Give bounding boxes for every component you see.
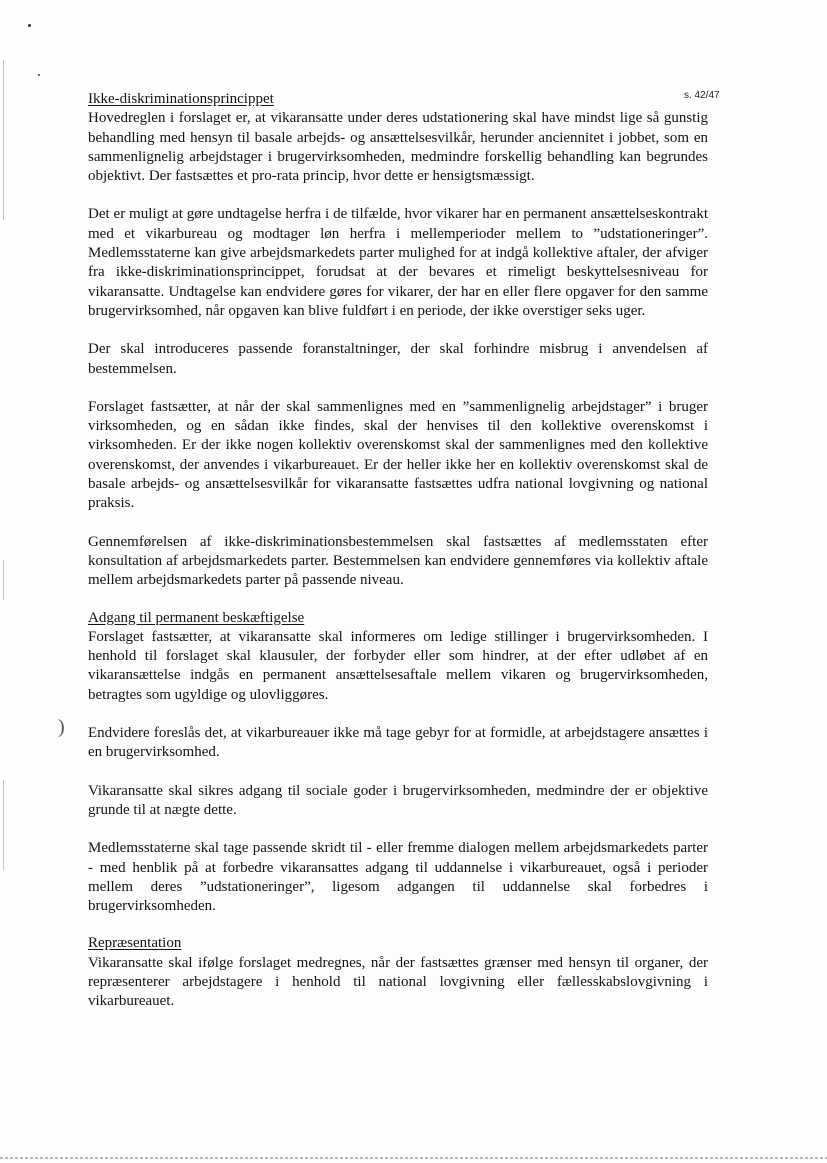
paragraph: Hovedreglen i forslaget er, at vikaransatte under deres udstationering skal have mindst lige så gunstig behandling med hensyn til basale arbejds- og ansættelsesvilkår, herunder anciennitet i jobbet, som en sammenlignelig arbejdstager i brugervirksomheden, medmindre forskellig behandling kan begrundes objektivt. Der fastsættes et pro-rata princip, hvor dette er hensigtsmæssigt. xyxy=(88,110,708,185)
page-number: s. 42/47 xyxy=(684,90,720,101)
paragraph: Forslaget fastsætter, at når der skal sammenlignes med en ”sammenlignelig arbejdstager” i bruger virksomheden, og en sådan ikke findes, skal der henvises til den kollektive overenskomst i virksomheden. Er der ikke nogen kollektiv overenskomst skal der sammenlignes med den kollektive overenskomst, der anvendes i vikarbureauet. Er der heller ikke her en kollektiv overenskomst skal de basale arbejds- og ansættelsesvilkår for vikaransatte fastsættes udfra national lovgivning og national praksis. xyxy=(88,398,708,512)
paragraph: Forslaget fastsætter, at vikaransatte skal informeres om ledige stillinger i brugervirksomheden. I henhold til forslaget skal klausuler, der forbyder eller som hindrer, at der efter udløbet af en vikaransættelse indgås en permanent ansættelsesaftale mellem vikaren og brugervirksomheden, betragtes som ugyldige og ulovliggøres. xyxy=(88,628,708,703)
scan-speck xyxy=(38,74,40,76)
section-heading: Repræsentation xyxy=(88,935,182,952)
section-non-discrimination xyxy=(88,90,708,591)
paragraph: Vikaransatte skal ifølge forslaget medregnes, når der fastsættes grænser med hensyn til organer, der repræsenterer arbejdstagere i henhold til national lovgivning eller fællesskabslovgivning i vikarbureauet. xyxy=(88,954,708,1010)
paragraph: Endvidere foreslås det, at vikarbureauer ikke må tage gebyr for at formidle, at arbejdstagere ansættes i en brugervirksomhed. xyxy=(88,725,708,761)
section-permanent-employment xyxy=(88,609,708,917)
scan-mark: ) xyxy=(58,716,65,738)
section-representation xyxy=(88,934,708,1011)
paragraph: Vikaransatte skal sikres adgang til sociale goder i brugervirksomheden, medmindre der er objektive grunde til at nægte dette. xyxy=(88,782,708,818)
section-heading: Ikke-diskriminationsprincippet xyxy=(88,91,274,107)
scan-margin-line xyxy=(3,780,4,870)
scan-margin-line xyxy=(3,60,4,220)
section-heading: Adgang til permanent beskæftigelse xyxy=(88,609,305,626)
scan-margin-line xyxy=(3,560,4,600)
paragraph: Der skal introduceres passende foranstaltninger, der skal forhindre misbrug i anvendelsen af bestemmelsen. xyxy=(88,341,708,377)
paragraph: Gennemførelsen af ikke-diskriminationsbestemmelsen skal fastsættes af medlemsstaten efter konsultation af arbejdsmarkedets parter. Bestemmelsen kan endvidere gennemføres via kollektiv aftale mellem arbejdsmarkedets parter på passende niveau. xyxy=(88,533,708,589)
scan-bottom-edge xyxy=(0,1157,827,1159)
paragraph: Det er muligt at gøre undtagelse herfra i de tilfælde, hvor vikarer har en permanent ansættelseskontrakt med et vikarbureau og modtager løn herfra i mellemperioder mellem to ”udstationeringer”. Medlemsstaterne kan give arbejdsmarkedets parter mulighed for at indgå kollektive aftaler, der afviger fra ikke-diskriminationsprincippet, forudsat at der bevares et rimeligt beskyttelsesniveau for vikaransatte. Undtagelse kan endvidere gøres for vikarer, der har en eller flere opgaver for den samme brugervirksomhed, når opgaven kan blive fuldført i en periode, der ikke overstiger seks uger. xyxy=(88,206,708,319)
scan-speck xyxy=(28,24,31,27)
paragraph: Medlemsstaterne skal tage passende skridt til - eller fremme dialogen mellem arbejdsmarkedets parter - med henblik på at forbedre vikaransattes adgang til uddannelse i vikarbureauet, også i perioder mellem deres ”udstationeringer”, ligesom adgangen til uddannelse skal forbedres i brugervirksomheden. xyxy=(88,840,708,915)
document-body xyxy=(88,90,708,1031)
